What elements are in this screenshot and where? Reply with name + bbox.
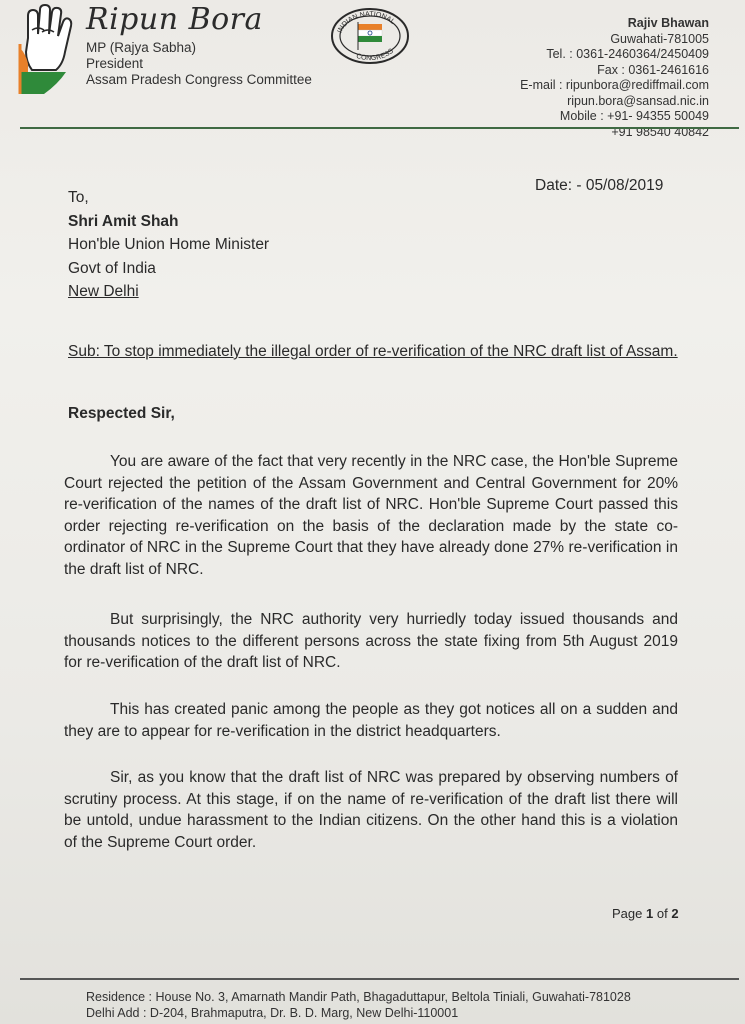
recipient-organization: Govt of India	[68, 259, 156, 277]
page-total: 2	[671, 906, 679, 921]
body-paragraph: But surprisingly, the NRC authority very hurriedly today issued thousands and thousands notices to the different persons across the state fixing from 5th August 2019 for re-verification of the draft list of NRC.	[64, 611, 678, 671]
address-title: Rajiv Bhawan	[627, 16, 709, 30]
fax: Fax : 0361-2461616	[597, 62, 709, 77]
inc-flag-seal-icon	[328, 6, 412, 66]
email-secondary: ripun.bora@sansad.nic.in	[567, 93, 709, 108]
body-paragraph: You are aware of the fact that very recently in the NRC case, the Hon'ble Supreme Court rejected the petition of the Assam Government and Central Government for 20% re-verification of the names of the draft list of NRC. Hon'ble Supreme Court passed this order rejecting re-verification on the basis of the declaration made by the state co-ordinator of NRC in the Supreme Court that they have already done 27% re-verification in the draft list of NRC.	[64, 453, 678, 578]
role-line: Assam Pradesh Congress Committee	[86, 72, 312, 87]
letter-date: Date: - 05/08/2019	[535, 177, 664, 194]
seal-text-top: INDIAN NATIONAL	[336, 10, 396, 35]
role-line: President	[86, 56, 144, 71]
to-label: To,	[68, 189, 89, 206]
delhi-address: Delhi Add : D-204, Brahmaputra, Dr. B. D. Marg, New Delhi-110001	[86, 1006, 459, 1020]
congress-hand-icon	[18, 4, 74, 96]
letter-subject: Sub: To stop immediately the illegal order of re-verification of the NRC draft list of Assam.	[68, 343, 678, 360]
body-paragraph: Sir, as you know that the draft list of NRC was prepared by observing numbers of scrutiny process. At this stage, if on the name of re-verification of the draft list there will be untold, undue harassment to the Indian citizens. On the other hand this is a violation of the Supreme Court order.	[64, 769, 678, 851]
address-city: Guwahati-781005	[610, 31, 709, 46]
residence-address: Residence : House No. 3, Amarnath Mandir Path, Bhagaduttapur, Beltola Tiniali, Guwahati-781028	[86, 990, 631, 1004]
page-current: 1	[646, 906, 654, 921]
role-line: MP (Rajya Sabha)	[86, 40, 197, 55]
recipient-city: New Delhi	[68, 283, 139, 300]
recipient-name: Shri Amit Shah	[68, 212, 179, 230]
recipient-designation: Hon'ble Union Home Minister	[68, 236, 270, 253]
sender-roles	[86, 40, 312, 88]
email-primary: E-mail : ripunbora@rediffmail.com	[520, 78, 709, 92]
page-number	[612, 906, 679, 921]
sender-contact-block	[520, 16, 709, 140]
sender-name-signature: Ripun Bora	[86, 2, 263, 37]
seal-text-bottom: CONGRESS	[355, 47, 396, 63]
salutation: Respected Sir,	[68, 405, 175, 422]
body-paragraph: This has created panic among the people as they got notices all on a sudden and they are to appear for re-verification in the district headquarters.	[64, 701, 678, 740]
page-of: of	[656, 906, 668, 921]
mobile-primary: Mobile : +91- 94355 50049	[559, 109, 709, 123]
footer-divider	[20, 978, 739, 980]
telephone: Tel. : 0361-2460364/2450409	[546, 47, 709, 61]
recipient-block	[68, 186, 269, 304]
mobile-secondary: +91 98540 40842	[611, 124, 709, 139]
page-label: Page	[612, 906, 643, 921]
header-divider	[20, 127, 739, 129]
